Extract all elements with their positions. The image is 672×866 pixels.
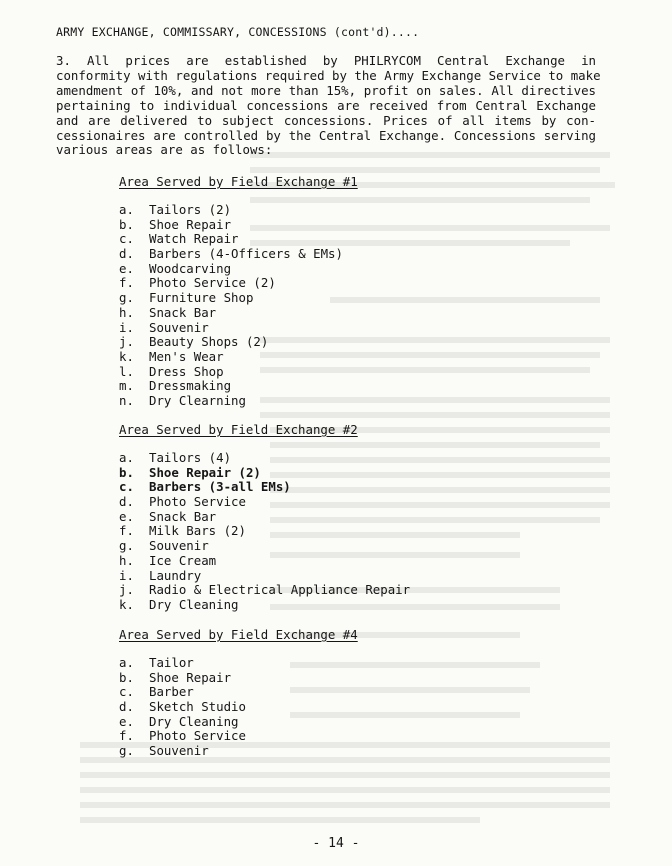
item-text: Barbers (4-Officers & EMs)	[149, 246, 343, 262]
paragraph-line: conformity with regulations required by the Army Exchange Service to make	[56, 67, 601, 83]
item-text: Dress Shop	[149, 363, 224, 379]
paragraph-line: 3. All prices are established by PHILRYCOM Central Exchange in	[56, 53, 596, 68]
list-item	[119, 495, 410, 510]
concession-list-field-exchange-2	[119, 451, 410, 613]
item-text: Souvenir	[149, 538, 209, 554]
list-item	[119, 203, 343, 218]
item-letter: e.	[119, 713, 134, 729]
item-text: Dry Clearning	[149, 392, 246, 408]
list-item	[119, 451, 410, 466]
list-item	[119, 218, 343, 233]
list-item	[119, 539, 410, 554]
list-item	[119, 700, 246, 715]
list-item	[119, 335, 343, 350]
item-letter: i.	[119, 319, 134, 335]
item-letter: a.	[119, 655, 134, 670]
body-paragraph	[56, 53, 601, 158]
paragraph-line: various areas are as follows:	[56, 142, 273, 158]
item-letter: a.	[119, 450, 134, 465]
list-item	[119, 306, 343, 321]
item-text: Souvenir	[149, 319, 209, 335]
item-text: Tailors (4)	[149, 450, 232, 465]
item-letter: g.	[119, 290, 134, 306]
item-letter: m.	[119, 378, 134, 394]
list-item	[119, 671, 246, 686]
list-item	[119, 379, 343, 394]
item-text: Barber	[149, 684, 194, 700]
list-item	[119, 510, 410, 525]
concession-list-field-exchange-1	[119, 203, 343, 409]
item-letter: g.	[119, 538, 134, 554]
section-title-field-exchange-2: Area Served by Field Exchange #2	[119, 422, 358, 437]
list-item	[119, 715, 246, 730]
list-item	[119, 466, 410, 481]
list-item	[119, 276, 343, 291]
list-item	[119, 232, 343, 247]
item-letter: g.	[119, 743, 134, 759]
item-letter: h.	[119, 304, 134, 320]
item-text: Shoe Repair	[149, 669, 232, 685]
section-title-field-exchange-4: Area Served by Field Exchange #4	[119, 627, 358, 642]
item-letter: b.	[119, 669, 134, 685]
item-letter: b.	[119, 216, 134, 232]
item-letter: j.	[119, 334, 134, 350]
list-item	[119, 656, 246, 671]
item-letter: c.	[119, 479, 134, 495]
item-letter: c.	[119, 231, 134, 247]
list-item	[119, 554, 410, 569]
item-letter: n.	[119, 392, 134, 408]
item-letter: d.	[119, 246, 134, 262]
item-text: Souvenir	[149, 743, 209, 759]
list-item	[119, 321, 343, 336]
list-item	[119, 569, 410, 584]
item-letter: l.	[119, 363, 134, 379]
item-text: Ice Cream	[149, 552, 217, 568]
paragraph-line: amendment of 10%, and not more than 15%, profit on sales. All directives	[56, 82, 596, 98]
item-letter: f.	[119, 523, 134, 539]
paragraph-line: and are delivered to subject concessions. Prices of all items by con-	[56, 112, 596, 128]
item-letter: e.	[119, 260, 134, 276]
item-letter: k.	[119, 596, 134, 612]
list-item	[119, 247, 343, 262]
concession-list-field-exchange-4	[119, 656, 246, 759]
paragraph-line: pertaining to individual concessions are received from Central Exchange	[56, 97, 596, 113]
item-text: Sketch Studio	[149, 699, 246, 715]
item-text: Woodcarving	[149, 260, 232, 276]
list-item	[119, 365, 343, 380]
item-letter: d.	[119, 494, 134, 510]
item-letter: b.	[119, 464, 134, 480]
list-item	[119, 729, 246, 744]
item-letter: f.	[119, 728, 134, 744]
page-header: ARMY EXCHANGE, COMMISSARY, CONCESSIONS (cont'd)....	[56, 25, 420, 39]
item-text: Watch Repair	[149, 231, 239, 247]
item-letter: h.	[119, 552, 134, 568]
item-text: Snack Bar	[149, 508, 217, 524]
item-text: Beauty Shops (2)	[149, 334, 269, 350]
item-text: Tailor	[149, 655, 194, 670]
list-item	[119, 524, 410, 539]
item-text: Milk Bars (2)	[149, 523, 246, 539]
list-item	[119, 598, 410, 613]
list-item	[119, 350, 343, 365]
item-text: Shoe Repair (2)	[149, 464, 261, 480]
item-letter: e.	[119, 508, 134, 524]
item-letter: c.	[119, 684, 134, 700]
list-item	[119, 480, 410, 495]
item-text: Barbers (3-all EMs)	[149, 479, 291, 495]
item-letter: a.	[119, 202, 134, 217]
item-text: Men's Wear	[149, 348, 224, 364]
list-item	[119, 685, 246, 700]
item-text: Photo Service	[149, 728, 246, 744]
list-item	[119, 583, 410, 598]
item-text: Dry Cleaning	[149, 596, 239, 612]
item-letter: f.	[119, 275, 134, 291]
item-letter: j.	[119, 582, 134, 598]
item-text: Dressmaking	[149, 378, 232, 394]
item-text: Laundry	[149, 567, 202, 583]
list-item	[119, 394, 343, 409]
item-text: Snack Bar	[149, 304, 217, 320]
page-number: - 14 -	[312, 836, 360, 851]
item-text: Dry Cleaning	[149, 713, 239, 729]
list-item	[119, 291, 343, 306]
item-text: Radio & Electrical Appliance Repair	[149, 582, 411, 598]
item-letter: i.	[119, 567, 134, 583]
item-text: Furniture Shop	[149, 290, 254, 306]
list-item	[119, 262, 343, 277]
list-item	[119, 744, 246, 759]
paragraph-line: cessionaires are controlled by the Central Exchange. Concessions serving	[56, 127, 596, 143]
item-text: Shoe Repair	[149, 216, 232, 232]
section-title-field-exchange-1: Area Served by Field Exchange #1	[119, 174, 358, 189]
item-letter: k.	[119, 348, 134, 364]
item-text: Photo Service	[149, 494, 246, 510]
item-text: Photo Service (2)	[149, 275, 276, 291]
item-letter: d.	[119, 699, 134, 715]
item-text: Tailors (2)	[149, 202, 232, 217]
